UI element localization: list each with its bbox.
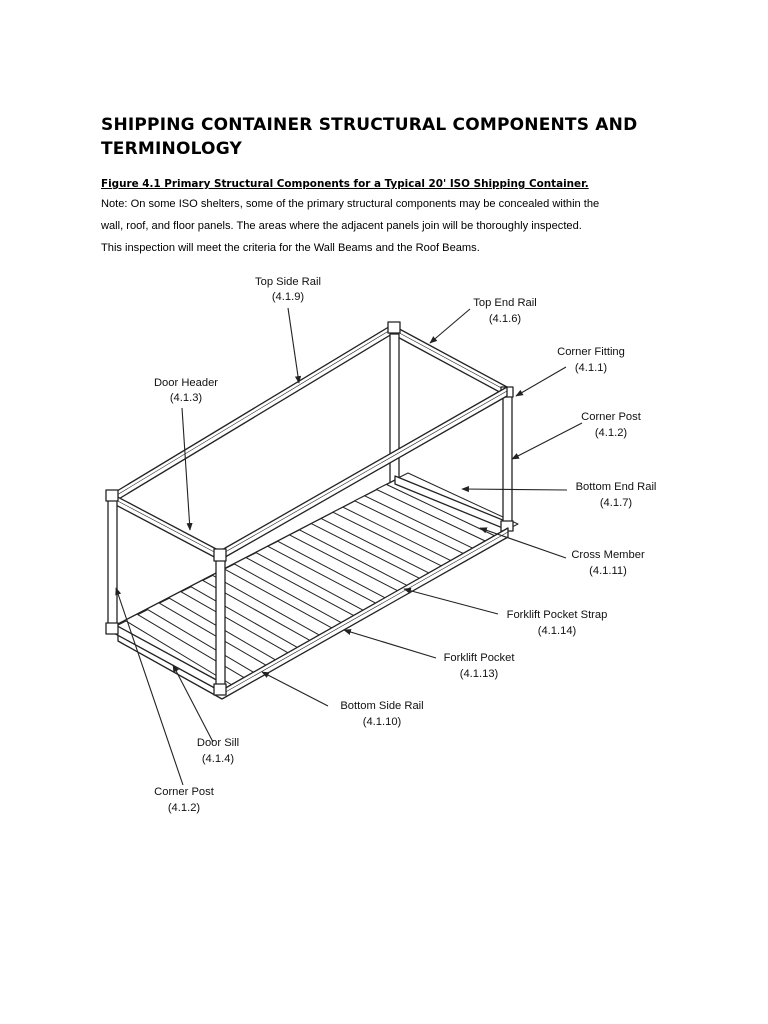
rear-top-corner-fitting — [388, 322, 400, 333]
leader-forklift-pocket — [344, 630, 436, 658]
leader-corner-post-right — [512, 423, 582, 459]
note-line-2: wall, roof, and floor panels. The areas where the adjacent panels join will be thoroughly inspected. — [101, 220, 582, 232]
leader-bottom-end-rail — [462, 489, 567, 490]
label-top-side-rail-code: (4.1.9) — [271, 291, 305, 303]
leader-bottom-side-rail — [262, 672, 328, 706]
label-corner-post-left-code: (4.1.2) — [167, 802, 201, 814]
label-bottom-end-rail: Bottom End Rail — [575, 481, 657, 493]
label-cross-member-code: (4.1.11) — [589, 565, 627, 577]
label-corner-post-right: Corner Post — [581, 411, 641, 423]
label-forklift-pocket-code: (4.1.13) — [459, 668, 499, 680]
label-door-header: Door Header — [153, 377, 219, 389]
label-top-end-rail: Top End Rail — [473, 297, 537, 309]
label-bottom-side-rail-code: (4.1.10) — [362, 716, 402, 728]
label-top-side-rail: Top Side Rail — [255, 276, 321, 288]
note-line-1: Note: On some ISO shelters, some of the primary structural components may be concealed within the — [101, 198, 600, 210]
label-forklift-pocket: Forklift Pocket — [443, 652, 515, 664]
label-door-header-code: (4.1.3) — [169, 392, 203, 404]
note-line-3: This inspection will meet the criteria for the Wall Beams and the Roof Beams. — [101, 242, 480, 254]
front-corner-post-left — [106, 490, 118, 634]
page-title-line-2: TERMINOLOGY — [101, 139, 242, 159]
page-title-line-1: SHIPPING CONTAINER STRUCTURAL COMPONENTS AND — [101, 115, 638, 135]
label-forklift-pocket-strap-code: (4.1.14) — [537, 625, 577, 637]
label-door-sill: Door Sill — [196, 737, 240, 749]
leader-top-end-rail — [430, 309, 470, 343]
label-cross-member: Cross Member — [571, 549, 645, 561]
label-door-sill-code: (4.1.4) — [201, 753, 235, 765]
label-top-end-rail-code: (4.1.6) — [488, 313, 522, 325]
label-corner-post-left: Corner Post — [154, 786, 214, 798]
rear-corner-post-near — [501, 387, 513, 531]
label-bottom-end-rail-code: (4.1.7) — [599, 497, 633, 509]
label-forklift-pocket-strap: Forklift Pocket Strap — [506, 609, 608, 621]
label-corner-post-right-code: (4.1.2) — [594, 427, 628, 439]
leader-door-header — [182, 408, 190, 530]
leader-corner-fitting — [516, 367, 566, 396]
top-end-rail-rear — [392, 325, 507, 396]
leader-forklift-pocket-strap — [404, 589, 498, 614]
label-corner-fitting-code: (4.1.1) — [574, 362, 608, 374]
figure-caption: Figure 4.1 Primary Structural Components for a Typical 20' ISO Shipping Container. — [101, 178, 589, 190]
label-corner-fitting: Corner Fitting — [557, 346, 625, 358]
door-header — [112, 494, 220, 560]
leader-top-side-rail — [288, 308, 299, 383]
label-bottom-side-rail: Bottom Side Rail — [340, 700, 424, 712]
front-corner-post-right — [214, 549, 226, 695]
